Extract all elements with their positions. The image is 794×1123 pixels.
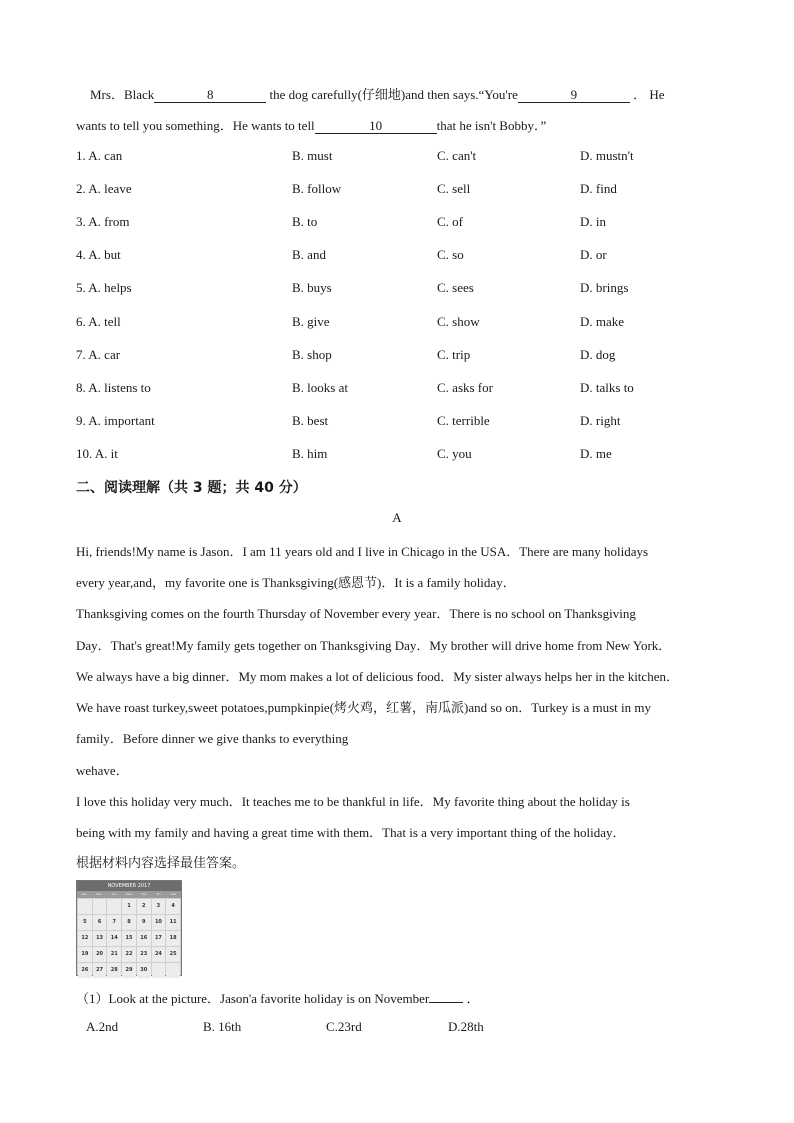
reading-line: Thanksgiving comes on the fourth Thursday of November every year．There is no school on Thanksgiving	[76, 606, 636, 621]
calendar-day: 8	[122, 915, 136, 930]
reading-line: I love this holiday very much．It teaches me to be thankful in life．My favorite thing about the holiday is	[76, 794, 630, 809]
calendar-day: 5	[78, 915, 92, 930]
q1-option-d[interactable]: D.28th	[448, 1019, 484, 1034]
calendar-day	[166, 963, 180, 978]
calendar-day: 30	[137, 963, 151, 978]
weekday: Fri	[156, 892, 161, 896]
option-a[interactable]: 5. A. helps	[76, 280, 132, 295]
passage-letter: A	[392, 510, 402, 525]
option-c[interactable]: C. can't	[437, 148, 477, 163]
reading-line: We have roast turkey,sweet potatoes,pumpkinpie(烤火鸡，红薯，南瓜派)and so on．Turkey is a must in my	[76, 700, 651, 715]
option-c[interactable]: C. show	[437, 314, 480, 329]
section-title: 二、阅读理解（共 3 题；共 40 分）	[76, 480, 307, 496]
calendar-day: 15	[122, 931, 136, 946]
option-a[interactable]: 2. A. leave	[76, 181, 132, 196]
calendar-day: 12	[78, 931, 92, 946]
option-a[interactable]: 9. A. important	[76, 413, 155, 428]
q1-option-b[interactable]: B. 16th	[203, 1019, 242, 1034]
option-b[interactable]: B. must	[292, 148, 333, 163]
option-b[interactable]: B. to	[292, 214, 318, 229]
option-b[interactable]: B. and	[292, 247, 326, 262]
answer-blank[interactable]	[429, 1002, 463, 1003]
calendar-title: NOVEMBER 2017	[77, 881, 181, 891]
calendar-day: 17	[152, 931, 166, 946]
weekday: Tue	[111, 892, 117, 896]
option-c[interactable]: C. trip	[437, 347, 471, 362]
question-1-stem: （1）Look at the picture．Jason'a favorite holiday is on November ．	[76, 991, 480, 1006]
option-d[interactable]: D. mustn't	[580, 148, 634, 163]
instruction: 根据材料内容选择最佳答案。	[76, 856, 246, 871]
passage-line-1: Mrs．Black 8 the dog carefully(仔细地)and then says.“You're 9 ． He	[90, 87, 665, 102]
calendar-day: 25	[166, 947, 180, 962]
calendar-day: 26	[78, 963, 92, 978]
blank-9[interactable]: 9	[518, 88, 630, 103]
option-d[interactable]: D. right	[580, 413, 621, 428]
option-c[interactable]: C. sees	[437, 280, 474, 295]
calendar-day: 21	[107, 947, 121, 962]
calendar-day: 29	[122, 963, 136, 978]
weekday: Mon	[96, 892, 103, 896]
weekday: Sun	[81, 892, 88, 896]
option-b[interactable]: B. him	[292, 446, 328, 461]
reading-line: being with my family and having a great time with them．That is a very important thing of the holiday．	[76, 825, 626, 840]
calendar-day	[152, 963, 166, 978]
calendar-day	[78, 899, 92, 914]
calendar-day: 14	[107, 931, 121, 946]
calendar-day: 7	[107, 915, 121, 930]
calendar-day: 28	[107, 963, 121, 978]
calendar-grid	[77, 898, 181, 979]
option-c[interactable]: C. asks for	[437, 380, 493, 395]
weekday: Sat	[171, 892, 177, 896]
option-b[interactable]: B. shop	[292, 347, 332, 362]
calendar-day: 22	[122, 947, 136, 962]
reading-line: Hi, friends!My name is Jason．I am 11 years old and I live in Chicago in the USA．There are many holidays	[76, 544, 649, 559]
calendar-day: 18	[166, 931, 180, 946]
blank-10[interactable]: 10	[315, 119, 437, 134]
option-b[interactable]: B. give	[292, 314, 330, 329]
option-d[interactable]: D. in	[580, 214, 606, 229]
calendar-day: 9	[137, 915, 151, 930]
calendar-day: 23	[137, 947, 151, 962]
calendar-day: 4	[166, 899, 180, 914]
option-a[interactable]: 10. A. it	[76, 446, 118, 461]
calendar-day	[93, 899, 107, 914]
option-c[interactable]: C. sell	[437, 181, 471, 196]
calendar-day: 1	[122, 899, 136, 914]
calendar-day: 6	[93, 915, 107, 930]
calendar-day: 10	[152, 915, 166, 930]
weekday: Wed	[125, 892, 133, 896]
option-d[interactable]: D. me	[580, 446, 612, 461]
reading-line: every year,and，my favorite one is Thanksgiving(感恩节)．It is a family holiday．	[76, 575, 516, 590]
reading-line: family．Before dinner we give thanks to everything	[76, 731, 349, 746]
calendar-day: 3	[152, 899, 166, 914]
option-a[interactable]: 1. A. can	[76, 148, 123, 163]
option-c[interactable]: C. so	[437, 247, 464, 262]
option-d[interactable]: D. make	[580, 314, 625, 329]
calendar-day: 13	[93, 931, 107, 946]
option-a[interactable]: 3. A. from	[76, 214, 130, 229]
passage-line-2: wants to tell you something．He wants to tell 10 that he isn't Bobby．”	[76, 118, 547, 133]
q1-option-c[interactable]: C.23rd	[326, 1019, 362, 1034]
option-d[interactable]: D. find	[580, 181, 617, 196]
reading-line: We always have a big dinner．My mom makes a lot of delicious food．My sister always helps her in the kitchen．	[76, 669, 679, 684]
calendar-day: 20	[93, 947, 107, 962]
option-a[interactable]: 6. A. tell	[76, 314, 121, 329]
calendar-day: 2	[137, 899, 151, 914]
option-d[interactable]: D. dog	[580, 347, 616, 362]
blank-8[interactable]: 8	[154, 88, 266, 103]
option-a[interactable]: 8. A. listens to	[76, 380, 151, 395]
option-c[interactable]: C. of	[437, 214, 463, 229]
calendar-day	[107, 899, 121, 914]
calendar-image	[76, 880, 182, 976]
option-d[interactable]: D. brings	[580, 280, 629, 295]
option-a[interactable]: 4. A. but	[76, 247, 121, 262]
calendar-day: 19	[78, 947, 92, 962]
calendar-weekdays	[77, 891, 181, 898]
calendar-day: 24	[152, 947, 166, 962]
option-b[interactable]: B. best	[292, 413, 329, 428]
weekday: Thu	[141, 892, 147, 896]
option-d[interactable]: D. or	[580, 247, 607, 262]
option-d[interactable]: D. talks to	[580, 380, 634, 395]
option-b[interactable]: B. buys	[292, 280, 332, 295]
calendar-day: 27	[93, 963, 107, 978]
option-b[interactable]: B. looks at	[292, 380, 348, 395]
reading-line: wehave．	[76, 763, 129, 778]
calendar-day: 16	[137, 931, 151, 946]
option-c[interactable]: C. you	[437, 446, 472, 461]
calendar-day: 11	[166, 915, 180, 930]
q1-option-a[interactable]: A.2nd	[86, 1019, 119, 1034]
reading-line: Day．That's great!My family gets together on Thanksgiving Day．My brother will drive home from New York．	[76, 638, 672, 653]
option-b[interactable]: B. follow	[292, 181, 342, 196]
option-c[interactable]: C. terrible	[437, 413, 490, 428]
option-a[interactable]: 7. A. car	[76, 347, 121, 362]
